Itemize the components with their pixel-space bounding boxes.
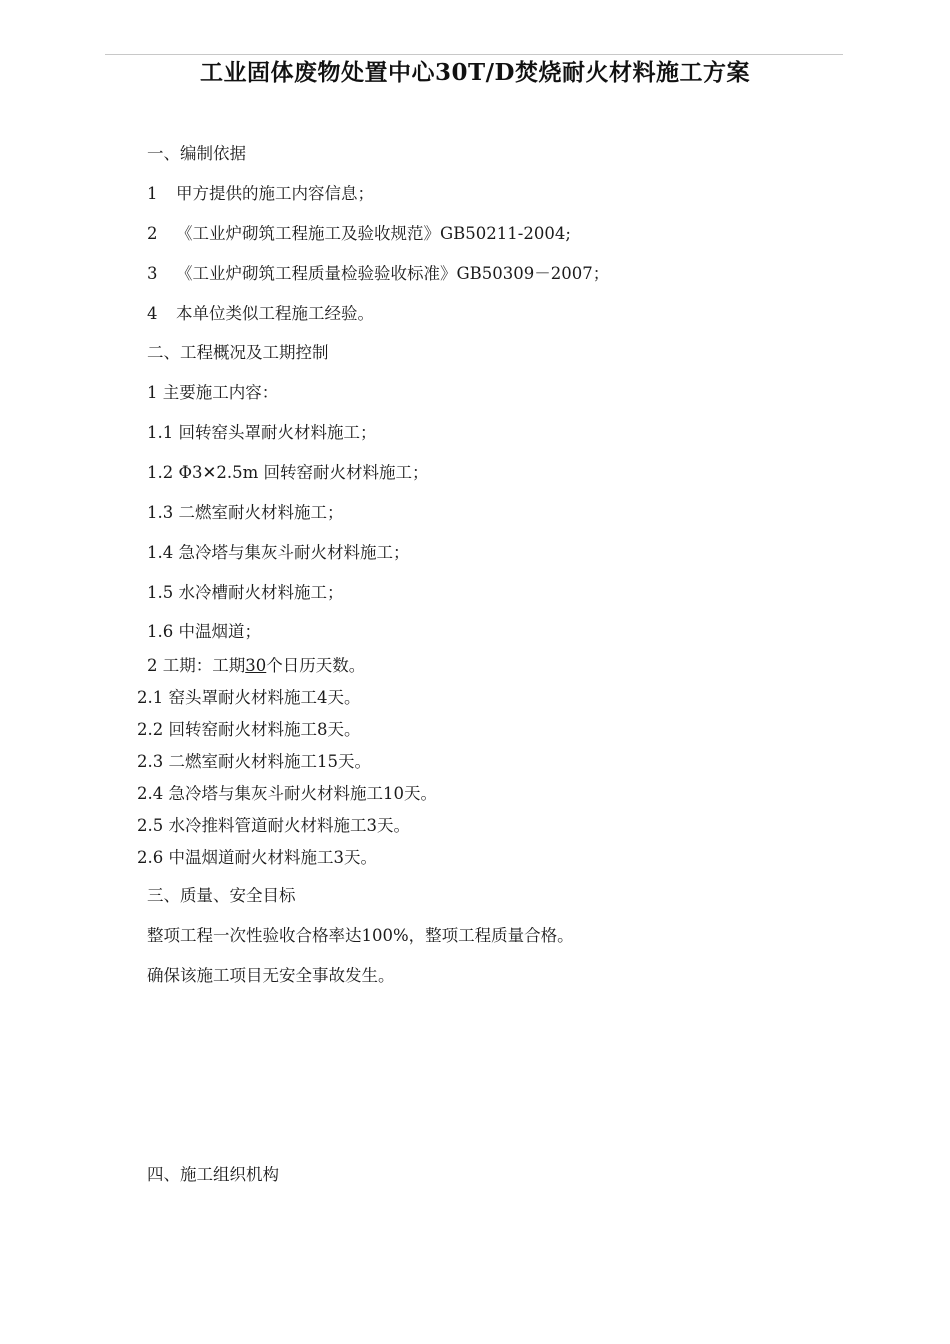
basis-item-number: 2 <box>147 224 158 243</box>
content-item: 1.4 急冷塔与集灰斗耐火材料施工； <box>147 543 410 562</box>
section-4-heading: 四、施工组织机构 <box>147 1165 279 1184</box>
basis-item-number: 1 <box>147 184 158 203</box>
basis-item-text: 《工业炉砌筑工程质量检验验收标准》GB50309－2007； <box>176 264 610 283</box>
section-2-heading: 二、工程概况及工期控制 <box>147 343 329 362</box>
basis-item-text: 本单位类似工程施工经验。 <box>176 304 374 323</box>
content-heading: 1 主要施工内容： <box>147 383 279 402</box>
schedule-item: 2.6 中温烟道耐火材料施工3天。 <box>137 848 377 867</box>
section-3-heading: 三、质量、安全目标 <box>147 886 296 905</box>
basis-item-number: 3 <box>147 264 158 283</box>
basis-item <box>147 184 374 204</box>
schedule-item: 2.5 水冷推料管道耐火材料施工3天。 <box>137 816 410 835</box>
content-item: 1.2 Φ3✕2.5m 回转窑耐火材料施工； <box>147 463 429 482</box>
schedule-item: 2.2 回转窑耐火材料施工8天。 <box>137 720 361 739</box>
basis-item <box>147 304 374 324</box>
schedule-item: 2.3 二燃室耐火材料施工15天。 <box>137 752 371 771</box>
schedule-days: 30 <box>245 656 267 675</box>
schedule-line <box>147 656 365 676</box>
schedule-item: 2.1 窑头罩耐火材料施工4天。 <box>137 688 361 707</box>
schedule-item: 2.4 急冷塔与集灰斗耐火材料施工10天。 <box>137 784 437 803</box>
document-title: 工业固体废物处置中心30T/D焚烧耐火材料施工方案 <box>200 59 750 86</box>
basis-item <box>147 264 609 284</box>
content-item: 1.1 回转窑头罩耐火材料施工； <box>147 423 377 442</box>
safety-goal: 确保该施工项目无安全事故发生。 <box>147 966 395 985</box>
basis-item-text: 甲方提供的施工内容信息； <box>176 184 374 203</box>
content-item: 1.6 中温烟道； <box>147 622 261 641</box>
basis-item <box>147 224 571 244</box>
basis-item-number: 4 <box>147 304 158 323</box>
content-item: 1.5 水冷槽耐火材料施工； <box>147 583 344 602</box>
schedule-suffix: 个日历天数。 <box>266 656 366 675</box>
section-1-heading: 一、编制依据 <box>147 144 246 163</box>
quality-goal: 整项工程一次性验收合格率达100%，整项工程质量合格。 <box>147 926 574 945</box>
basis-item-text: 《工业炉砌筑工程施工及验收规范》GB50211-2004; <box>176 224 571 243</box>
content-item: 1.3 二燃室耐火材料施工； <box>147 503 344 522</box>
schedule-prefix: 2 工期：工期 <box>147 656 246 675</box>
